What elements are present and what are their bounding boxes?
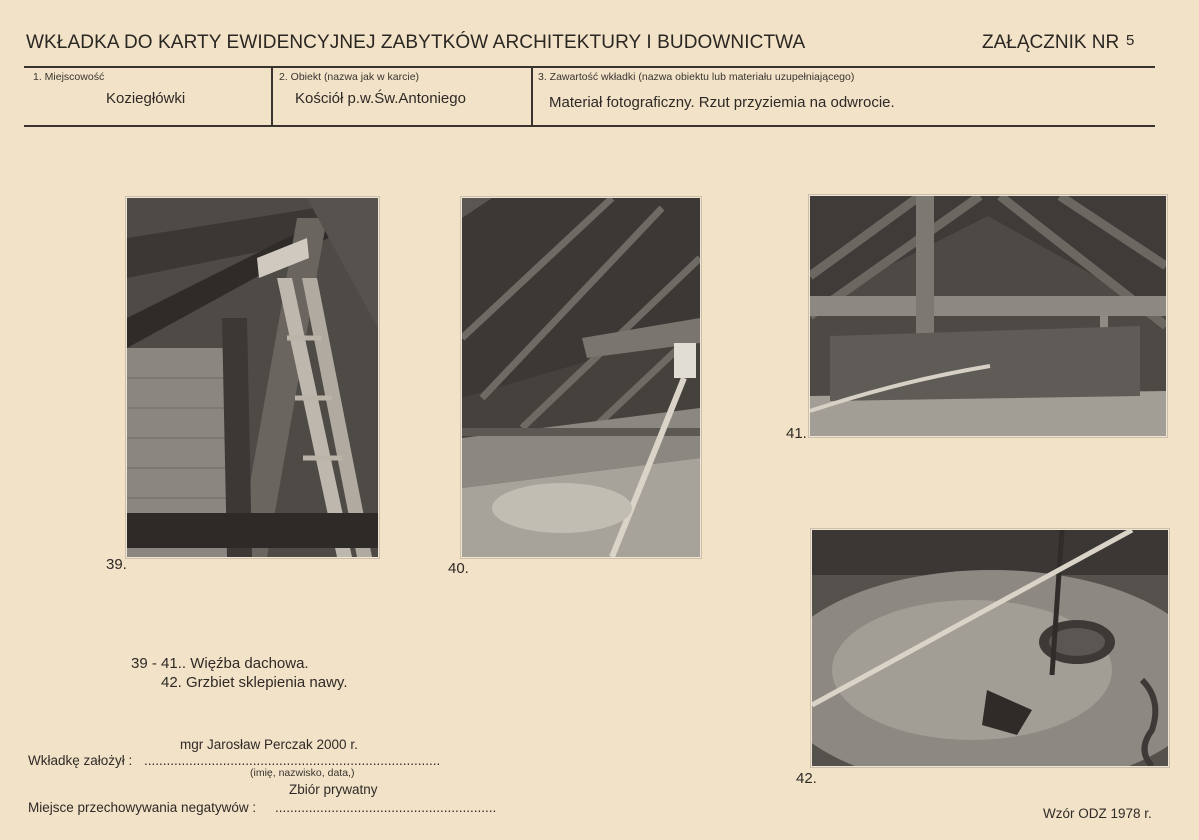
photo-40	[461, 197, 701, 558]
locality-label: 1. Miejscowość	[33, 71, 105, 83]
object-value: Kościół p.w.Św.Antoniego	[295, 90, 466, 107]
caption-truss: 39 - 41.. Więźba dachowa.	[131, 655, 309, 672]
field-divider-1	[271, 66, 273, 126]
photo-39	[126, 197, 379, 558]
header-bottom-rule	[24, 125, 1155, 127]
attachment-label: ZAŁĄCZNIK NR	[982, 32, 1120, 53]
contents-label: 3. Zawartość wkładki (nazwa obiektu lub materiału uzupełniającego)	[538, 71, 855, 83]
photo-42-number: 42.	[796, 770, 817, 787]
storage-label: Miejsce przechowywania negatywów :	[28, 800, 257, 815]
photo-40-number: 40.	[448, 560, 469, 577]
form-version: Wzór ODZ 1978 r.	[1043, 806, 1152, 821]
field-divider-2	[531, 66, 533, 126]
object-label: 2. Obiekt (nazwa jak w karcie)	[279, 71, 420, 83]
storage-value: Zbiór prywatny	[289, 782, 378, 797]
caption-vault: 42. Grzbiet sklepienia nawy.	[161, 674, 348, 691]
photo-41	[809, 195, 1167, 437]
locality-value: Koziegłówki	[106, 90, 186, 107]
photo-39-number: 39.	[106, 556, 127, 573]
contents-value: Materiał fotograficzny. Rzut przyziemia na odwrocie.	[549, 94, 895, 111]
storage-dots: ...........................................................	[275, 800, 497, 815]
attachment-number: 5	[1126, 32, 1135, 49]
header-top-rule	[24, 66, 1155, 68]
author-value: mgr Jarosław Perczak 2000 r.	[180, 737, 358, 752]
photo-41-number: 41.	[786, 425, 807, 442]
author-dots: ...............................................................................	[144, 753, 441, 768]
author-label: Wkładkę założył :	[28, 753, 133, 768]
photo-42	[811, 529, 1169, 767]
form-title: WKŁADKA DO KARTY EWIDENCYJNEJ ZABYTKÓW ARCHITEKTURY I BUDOWNICTWA	[26, 32, 806, 53]
author-hint: (imię, nazwisko, data,)	[250, 767, 355, 779]
